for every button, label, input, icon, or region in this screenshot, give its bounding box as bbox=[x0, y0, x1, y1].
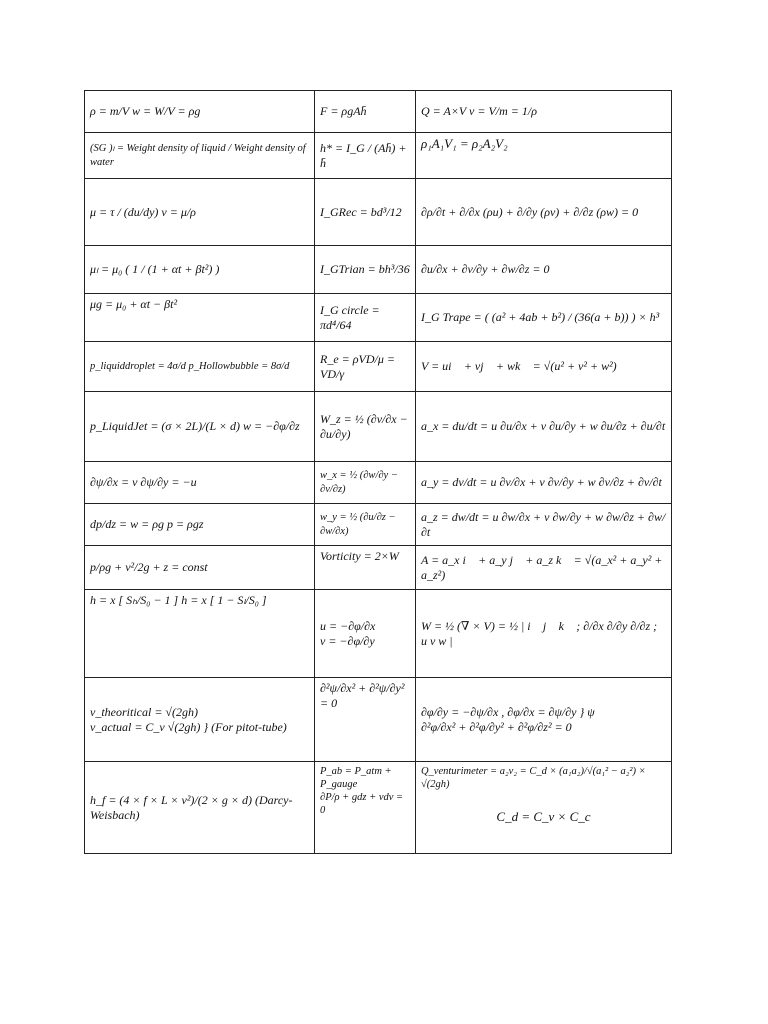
formula-row bbox=[85, 91, 672, 133]
formula-row bbox=[85, 762, 672, 854]
formula-cell: w_x = ½ (∂w/∂y − ∂v/∂z) bbox=[315, 462, 416, 504]
formula-row bbox=[85, 179, 672, 246]
formula-cell: Vorticity = 2×W bbox=[315, 546, 416, 590]
formula-row bbox=[85, 462, 672, 504]
formula-cell: h* = I_G / (Ah̄) + h̄ bbox=[315, 133, 416, 179]
formula-cell: p_LiquidJet = (σ × 2L)/(L × d) w = −∂φ/∂z bbox=[85, 392, 315, 462]
formula-row bbox=[85, 392, 672, 462]
formula-cell: p_liquiddroplet = 4σ/d p_Hollowbubble = 8σ/d bbox=[85, 342, 315, 392]
formula-table bbox=[84, 90, 672, 854]
formula-cell: μₗ = μ₀ ( 1 / (1 + αt + βt²) ) bbox=[85, 246, 315, 294]
formula-cell: ∂²ψ/∂x² + ∂²ψ/∂y² = 0 bbox=[315, 678, 416, 762]
formula-cell: p/ρg + v²/2g + z = const bbox=[85, 546, 315, 590]
formula-row bbox=[85, 294, 672, 342]
formula-cell: u = −∂φ/∂x v = −∂φ/∂y bbox=[315, 590, 416, 678]
formula-cell: Q = A×V v = V/m = 1/ρ bbox=[415, 91, 671, 133]
discharge-coefficient-formula: C_d = C_v × C_c bbox=[496, 809, 591, 825]
formula-cell: W_z = ½ (∂v/∂x − ∂u/∂y) bbox=[315, 392, 416, 462]
formula-cell: a_x = du/dt = u ∂u/∂x + v ∂u/∂y + w ∂u/∂z + ∂u/∂t bbox=[415, 392, 671, 462]
formula-cell: h = x [ Sₕ/S₀ − 1 ] h = x [ 1 − Sₗ/S₀ ] bbox=[85, 590, 315, 678]
formula-row bbox=[85, 590, 672, 678]
formula-row bbox=[85, 504, 672, 546]
formula-cell: ∂ψ/∂x = v ∂ψ/∂y = −u bbox=[85, 462, 315, 504]
formula-cell: v_theoritical = √(2gh) v_actual = C_v √(2gh) } (For pitot-tube) bbox=[85, 678, 315, 762]
formula-cell: V = ui⃗ + vj⃗ + wk⃗ = √(u² + v² + w²) bbox=[415, 342, 671, 392]
formula-cell: P_ab = P_atm + P_gauge ∂P/ρ + gdz + vdv = 0 bbox=[315, 762, 416, 854]
formula-cell: R_e = ρVD/μ = VD/γ bbox=[315, 342, 416, 392]
formula-cell: a_y = dv/dt = u ∂v/∂x + v ∂v/∂y + w ∂v/∂z + ∂v/∂t bbox=[415, 462, 671, 504]
formula-cell: W = ½ (∇ × V) = ½ | i⃗ j⃗ k⃗ ; ∂/∂x ∂/∂y ∂/∂z ; u v w | bbox=[415, 590, 671, 678]
formula-cell: I_G circle = πd⁴/64 bbox=[315, 294, 416, 342]
formula-row bbox=[85, 246, 672, 294]
formula-cell: I_GTrian = bh³/36 bbox=[315, 246, 416, 294]
formula-cell: ∂φ/∂y = −∂ψ/∂x , ∂φ/∂x = ∂ψ/∂y } ψ ∂²φ/∂x² + ∂²φ/∂y² + ∂²φ/∂z² = 0 bbox=[415, 678, 671, 762]
formula-cell: w_y = ½ (∂u/∂z − ∂w/∂x) bbox=[315, 504, 416, 546]
formula-cell: ∂ρ/∂t + ∂/∂x (ρu) + ∂/∂y (ρv) + ∂/∂z (ρw) = 0 bbox=[415, 179, 671, 246]
formula-cell: F = ρgAh̄ bbox=[315, 91, 416, 133]
formula-cell: μ = τ / (du/dy) v = μ/ρ bbox=[85, 179, 315, 246]
formula-cell: ∂u/∂x + ∂v/∂y + ∂w/∂z = 0 bbox=[415, 246, 671, 294]
formula-row bbox=[85, 342, 672, 392]
formula-cell: I_G Trape = ( (a² + 4ab + b²) / (36(a + b)) ) × h³ bbox=[415, 294, 671, 342]
formula-cell: h_f = (4 × f × L × v²)/(2 × g × d) (Darcy-Weisbach) bbox=[85, 762, 315, 854]
formula-cell: Q_venturimeter = a₂v₂ = C_d × (a₁a₂)/√(a₁² − a₂²) × √(2gh) C_d = C_v × C_c bbox=[415, 762, 671, 854]
formula-cell: dp/dz = w = ρg p = ρgz bbox=[85, 504, 315, 546]
formula-cell: a_z = dw/dt = u ∂w/∂x + v ∂w/∂y + w ∂w/∂z + ∂w/∂t bbox=[415, 504, 671, 546]
formula-row bbox=[85, 678, 672, 762]
formula-cell: ρ₁A₁V₁ = ρ₂A₂V₂ bbox=[415, 133, 671, 179]
formula-row bbox=[85, 546, 672, 590]
formula-cell: A = a_x i⃗ + a_y j⃗ + a_z k⃗ = √(a_x² + a_y² + a_z²) bbox=[415, 546, 671, 590]
formula-cell: I_GRec = bd³/12 bbox=[315, 179, 416, 246]
formula-row bbox=[85, 133, 672, 179]
formula-cell: μg = μ₀ + αt − βt² bbox=[85, 294, 315, 342]
formula-cell: (SG )ₗ = Weight density of liquid / Weight density of water bbox=[85, 133, 315, 179]
formula-cell: ρ = m/V w = W/V = ρg bbox=[85, 91, 315, 133]
